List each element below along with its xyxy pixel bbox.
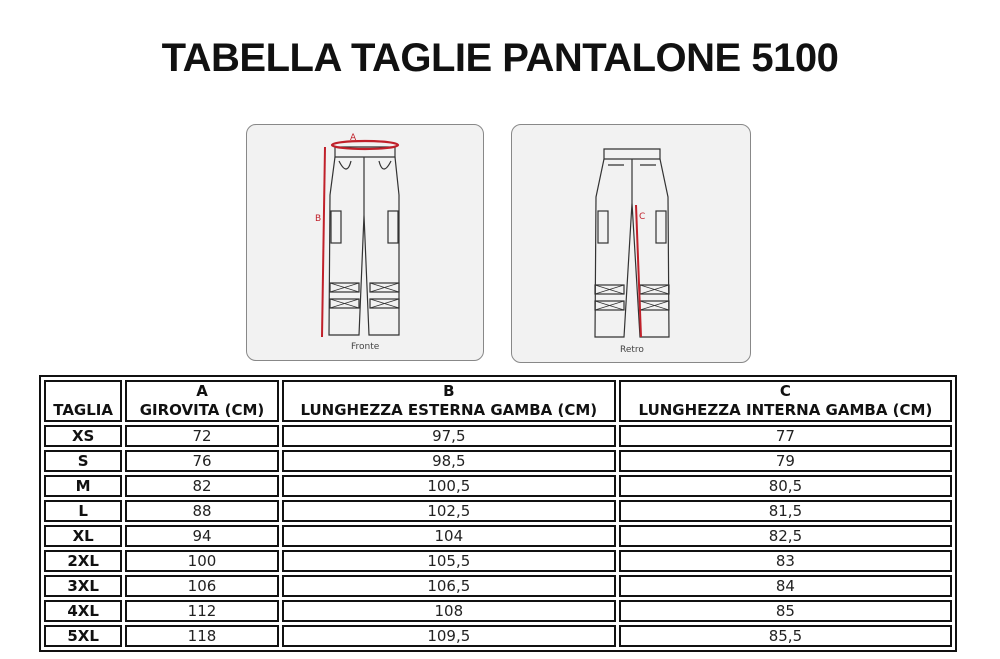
back-caption: Retro — [620, 345, 644, 355]
waist-cell: 112 — [125, 600, 279, 622]
size-table — [39, 375, 957, 652]
waist-cell: 72 — [125, 425, 279, 447]
size-cell: XL — [44, 525, 122, 547]
size-cell: 2XL — [44, 550, 122, 572]
inner-leg-cell: 79 — [619, 450, 952, 472]
outer-leg-cell: 100,5 — [282, 475, 616, 497]
table-row — [44, 525, 952, 547]
table-row — [44, 550, 952, 572]
table-row — [44, 425, 952, 447]
header-lunghezza-interna: C LUNGHEZZA INTERNA GAMBA (CM) — [619, 380, 952, 422]
label-c: C — [639, 212, 646, 222]
size-cell: S — [44, 450, 122, 472]
back-view-figure — [511, 124, 751, 363]
size-cell: M — [44, 475, 122, 497]
header-letter-b: B — [443, 382, 455, 400]
inner-leg-cell: 83 — [619, 550, 952, 572]
waist-cell: 106 — [125, 575, 279, 597]
size-cell: 4XL — [44, 600, 122, 622]
size-cell: XS — [44, 425, 122, 447]
waist-cell: 118 — [125, 625, 279, 647]
measure-a-line — [332, 141, 398, 149]
outer-leg-cell: 109,5 — [282, 625, 616, 647]
front-view-figure — [246, 124, 484, 361]
inner-leg-cell: 77 — [619, 425, 952, 447]
outer-leg-cell: 106,5 — [282, 575, 616, 597]
page-title: TABELLA TAGLIE PANTALONE 5100 — [161, 36, 839, 80]
measure-b-line — [322, 147, 325, 337]
header-girovita: A GIROVITA (CM) — [125, 380, 279, 422]
header-letter-c: C — [779, 382, 791, 400]
table-row — [44, 625, 952, 647]
header-lunghezza-esterna: B LUNGHEZZA ESTERNA GAMBA (CM) — [282, 380, 616, 422]
table-header-row — [44, 380, 952, 422]
pants-back-illustration — [512, 125, 750, 362]
inner-leg-cell: 80,5 — [619, 475, 952, 497]
table-row — [44, 575, 952, 597]
waist-cell: 100 — [125, 550, 279, 572]
outer-leg-cell: 105,5 — [282, 550, 616, 572]
table-row — [44, 450, 952, 472]
table-row — [44, 500, 952, 522]
header-taglia: TAGLIA — [44, 380, 122, 422]
waist-cell: 88 — [125, 500, 279, 522]
waist-cell: 94 — [125, 525, 279, 547]
size-cell: 3XL — [44, 575, 122, 597]
inner-leg-cell: 85 — [619, 600, 952, 622]
outer-leg-cell: 108 — [282, 600, 616, 622]
waist-cell: 82 — [125, 475, 279, 497]
inner-leg-cell: 82,5 — [619, 525, 952, 547]
inner-leg-cell: 85,5 — [619, 625, 952, 647]
inner-leg-cell: 84 — [619, 575, 952, 597]
label-a: A — [350, 133, 357, 143]
table-row — [44, 475, 952, 497]
front-caption: Fronte — [351, 342, 380, 352]
pants-front-illustration — [247, 125, 483, 360]
waist-cell: 76 — [125, 450, 279, 472]
outer-leg-cell: 104 — [282, 525, 616, 547]
size-cell: L — [44, 500, 122, 522]
outer-leg-cell: 102,5 — [282, 500, 616, 522]
label-b: B — [315, 214, 322, 224]
size-cell: 5XL — [44, 625, 122, 647]
header-letter-a: A — [196, 382, 208, 400]
outer-leg-cell: 97,5 — [282, 425, 616, 447]
outer-leg-cell: 98,5 — [282, 450, 616, 472]
inner-leg-cell: 81,5 — [619, 500, 952, 522]
table-row — [44, 600, 952, 622]
